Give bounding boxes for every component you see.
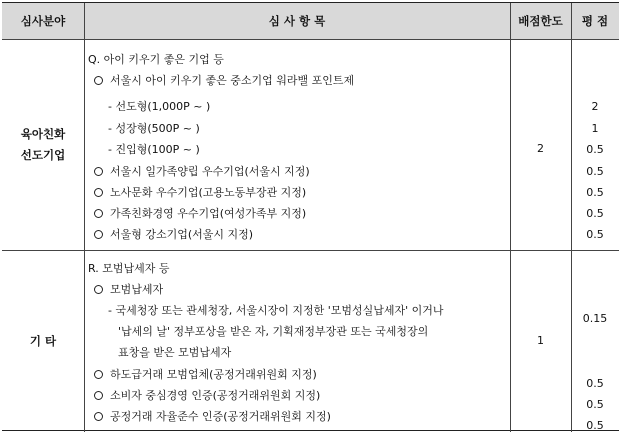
circle-bullet-icon <box>94 76 103 85</box>
list-item: 모범납세자 <box>94 283 163 297</box>
section-title: R. 모범납세자 등 <box>88 262 170 275</box>
circle-bullet-icon <box>94 209 103 218</box>
circle-bullet-icon <box>94 391 103 400</box>
rating-value: 2 <box>591 100 599 113</box>
circle-bullet-icon <box>94 188 103 197</box>
rating-value: 0.5 <box>586 377 604 390</box>
list-subitem: - 국세청장 또는 관세청장, 서울시장이 지정한 '모범성실납세자' 이거나 <box>108 304 444 317</box>
circle-bullet-icon <box>94 370 103 379</box>
header-items: 심 사 항 목 <box>268 14 326 28</box>
column-divider <box>510 3 511 432</box>
circle-bullet-icon <box>94 285 103 294</box>
list-subitem: - 성장형(500P ~ ) <box>108 122 200 135</box>
rating-value: 0.5 <box>586 419 604 432</box>
list-item: 공정거래 자율준수 인증(공정거래위원회 지정) <box>94 410 331 424</box>
circle-bullet-icon <box>94 412 103 421</box>
circle-bullet-icon <box>94 230 103 239</box>
list-subitem: - 선도형(1,000P ~ ) <box>108 100 211 113</box>
rating-value: 0.5 <box>586 186 604 199</box>
circle-bullet-icon <box>94 167 103 176</box>
section-divider <box>2 250 619 251</box>
rating-value: 1 <box>591 122 599 135</box>
section-max-score: 2 <box>537 142 544 155</box>
list-subitem: - 진입형(100P ~ ) <box>108 143 200 156</box>
rating-value: 0.5 <box>586 165 604 178</box>
list-item: 하도급거래 모범업체(공정거래위원회 지정) <box>94 368 317 382</box>
list-subitem-continued: 표창을 받은 모범납세자 <box>118 346 232 359</box>
header-divider <box>2 39 619 40</box>
header-rating: 평 점 <box>581 14 609 28</box>
rating-value: 0.5 <box>586 228 604 241</box>
list-item: 가족친화경영 우수기업(여성가족부 지정) <box>94 207 306 221</box>
rating-value: 0.5 <box>586 398 604 411</box>
list-item: 서울시 일가족양립 우수기업(서울시 지정) <box>94 165 310 179</box>
list-item: 서울시 아이 키우기 좋은 중소기업 워라밸 포인트제 <box>94 74 354 88</box>
column-divider <box>84 3 85 432</box>
rating-value: 0.5 <box>586 207 604 220</box>
section-field: 기 타 <box>29 334 57 348</box>
section-field: 육아친화 <box>20 127 66 141</box>
list-subitem-continued: '납세의 날' 정부포상을 받은 자, 기획재정부장관 또는 국세청장의 <box>118 325 429 338</box>
list-item: 노사문화 우수기업(고용노동부장관 지정) <box>94 186 306 200</box>
evaluation-table <box>2 2 619 431</box>
header-field: 심사분야 <box>20 14 66 28</box>
rating-value: 0.15 <box>582 312 608 325</box>
section-max-score: 1 <box>537 334 544 347</box>
list-item: 서울형 강소기업(서울시 지정) <box>94 228 253 242</box>
list-item: 소비자 중심경영 인증(공정거래위원회 지정) <box>94 389 320 403</box>
rating-value: 0.5 <box>586 143 604 156</box>
header-max-score: 배점한도 <box>518 14 563 28</box>
section-field: 선도기업 <box>20 148 66 162</box>
section-title: Q. 아이 키우기 좋은 기업 등 <box>88 53 224 66</box>
